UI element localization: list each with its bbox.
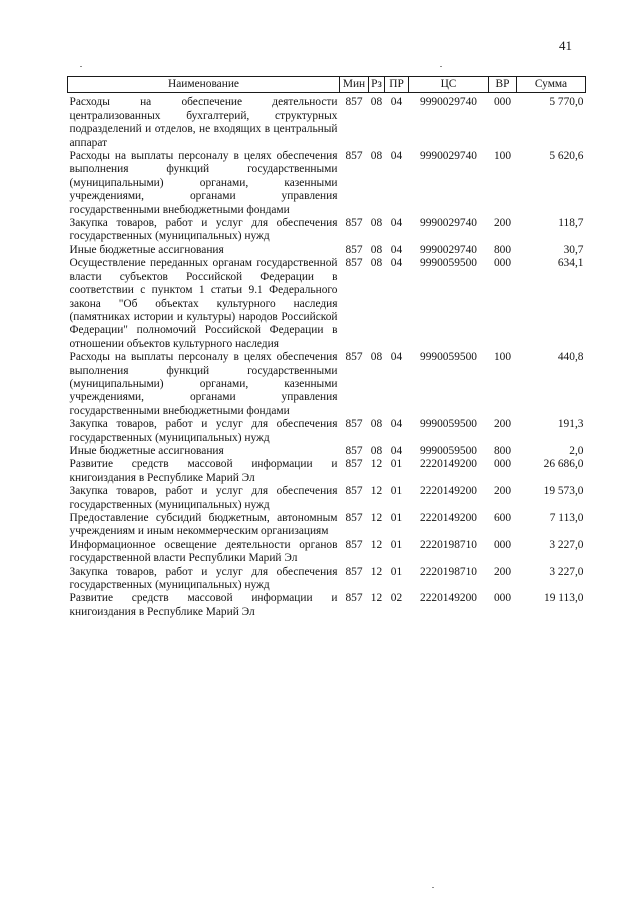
cell-sum: 26 686,0 [543, 458, 584, 471]
table-row [68, 445, 586, 458]
cell-cs: 2220149200 [420, 592, 477, 605]
cell-name: Информационное освещение деятельности органов государственной власти Республики Марий Эл [69, 538, 338, 565]
cell-sum: 191,3 [557, 418, 584, 431]
cell-cs: 9990059500 [420, 444, 477, 457]
cell-vr: 000 [493, 538, 512, 551]
cell-cs: 9990059500 [420, 257, 477, 270]
cell-rz: 12 [370, 565, 383, 578]
cell-rz: 08 [370, 351, 383, 364]
cell-pr: 01 [390, 485, 403, 498]
cell-rz: 08 [370, 150, 383, 163]
table-row [68, 217, 586, 244]
table-header-row [68, 77, 586, 93]
cell-sum: 19 113,0 [544, 592, 584, 605]
cell-cs: 9990059500 [420, 418, 477, 431]
cell-sum: 3 227,0 [549, 538, 584, 551]
cell-sum: 7 113,0 [549, 512, 584, 524]
cell-pr: 04 [390, 444, 403, 457]
cell-vr: 800 [493, 444, 512, 457]
cell-cs: 2220149200 [420, 512, 477, 524]
cell-min: 857 [345, 592, 363, 605]
scan-speck [80, 66, 82, 67]
cell-cs: 9990029740 [420, 217, 477, 230]
cell-vr: 600 [493, 512, 512, 524]
cell-vr: 200 [493, 485, 512, 498]
table-body [68, 93, 586, 619]
cell-cs: 9990029740 [420, 243, 477, 256]
cell-rz: 08 [370, 96, 383, 109]
cell-pr: 04 [390, 217, 403, 230]
table-row [68, 539, 586, 566]
cell-min: 857 [345, 96, 363, 109]
budget-table [67, 76, 586, 619]
table-row [68, 458, 586, 485]
cell-vr: 000 [493, 592, 512, 605]
cell-sum: 30,7 [563, 243, 584, 256]
cell-pr: 04 [390, 257, 403, 270]
cell-rz: 12 [370, 538, 383, 551]
cell-pr: 04 [390, 418, 403, 431]
cell-cs: 2220149200 [420, 458, 477, 471]
cell-pr: 04 [390, 243, 403, 256]
cell-rz: 12 [370, 458, 383, 471]
cell-pr: 04 [390, 150, 403, 163]
cell-vr: 000 [493, 257, 512, 270]
cell-cs: 9990029740 [420, 150, 477, 163]
cell-min: 857 [345, 512, 363, 524]
cell-cs: 9990059500 [420, 351, 477, 364]
cell-cs: 2220198710 [420, 565, 477, 578]
header-cs: ЦС [409, 77, 489, 93]
scan-speck [440, 66, 442, 67]
cell-cs: 2220198710 [420, 538, 477, 551]
cell-sum: 118,7 [558, 217, 584, 230]
cell-name: Расходы на выплаты персоналу в целях обеспечения выполнения функций государственными (муниципальными) органами, казенными учреждениями, органами управления государственными внебюджетными фондами [69, 150, 338, 216]
table-row [68, 257, 586, 351]
cell-rz: 08 [370, 243, 383, 256]
cell-min: 857 [345, 444, 363, 457]
cell-min: 857 [345, 418, 363, 431]
table-row [68, 512, 586, 539]
cell-cs: 9990029740 [420, 96, 477, 109]
cell-pr: 04 [390, 351, 403, 364]
cell-sum: 634,1 [557, 257, 584, 270]
cell-sum: 3 227,0 [549, 565, 584, 578]
scan-speck [432, 887, 434, 888]
cell-pr: 01 [390, 458, 403, 471]
cell-name: Иные бюджетные ассигнования [69, 243, 224, 256]
header-rz: Рз [369, 77, 385, 93]
cell-min: 857 [345, 565, 363, 578]
cell-name: Расходы на выплаты персоналу в целях обеспечения выполнения функций государственными (муниципальными) органами, казенными учреждениями, органами управления государственными внебюджетными фондами [69, 351, 338, 417]
table-row [68, 566, 586, 593]
cell-min: 857 [345, 351, 363, 364]
cell-min: 857 [345, 257, 363, 270]
cell-min: 857 [345, 538, 363, 551]
cell-name: Закупка товаров, работ и услуг для обеспечения государственных (муниципальных) нужд [69, 418, 338, 444]
header-sum: Сумма [517, 77, 586, 93]
header-min: Мин [340, 77, 369, 93]
cell-vr: 100 [493, 351, 512, 364]
cell-min: 857 [345, 458, 363, 471]
table-row [68, 485, 586, 512]
cell-vr: 000 [493, 458, 512, 471]
cell-rz: 12 [370, 512, 383, 524]
table-row [68, 93, 586, 150]
cell-vr: 800 [493, 243, 512, 256]
cell-rz: 12 [370, 485, 383, 498]
cell-min: 857 [345, 217, 363, 230]
cell-sum: 2,0 [569, 444, 584, 457]
table-row [68, 244, 586, 257]
cell-vr: 200 [493, 418, 512, 431]
cell-sum: 440,8 [557, 351, 584, 364]
cell-name: Закупка товаров, работ и услуг для обеспечения государственных (муниципальных) нужд [69, 485, 338, 511]
cell-pr: 04 [390, 96, 403, 109]
cell-rz: 08 [370, 444, 383, 457]
header-vr: ВР [489, 77, 517, 93]
cell-vr: 100 [493, 150, 512, 163]
cell-min: 857 [345, 485, 363, 498]
table-row [68, 418, 586, 445]
cell-pr: 01 [390, 512, 403, 524]
cell-vr: 200 [493, 565, 512, 578]
cell-pr: 01 [390, 538, 403, 551]
cell-name: Расходы на обеспечение деятельности централизованных бухгалтерий, структурных подразделений и отделов, не входящих в центральный аппарат [69, 96, 338, 149]
cell-cs: 2220149200 [420, 485, 477, 498]
cell-rz: 08 [370, 217, 383, 230]
table-row [68, 150, 586, 217]
header-pr: ПР [385, 77, 409, 93]
cell-pr: 01 [390, 565, 403, 578]
page-number: 41 [559, 38, 572, 53]
cell-name: Иные бюджетные ассигнования [69, 444, 224, 457]
cell-rz: 08 [370, 257, 383, 270]
table-row [68, 592, 586, 619]
cell-vr: 200 [493, 217, 512, 230]
cell-min: 857 [345, 243, 363, 256]
cell-name: Предоставление субсидий бюджетным, автономным учреждениям и иным некоммерческим организациям [69, 512, 338, 538]
cell-sum: 5 620,6 [549, 150, 584, 163]
cell-pr: 02 [390, 592, 403, 605]
cell-min: 857 [345, 150, 363, 163]
cell-name: Закупка товаров, работ и услуг для обеспечения государственных (муниципальных) нужд [69, 565, 338, 592]
table-row [68, 351, 586, 418]
cell-name: Закупка товаров, работ и услуг для обеспечения государственных (муниципальных) нужд [69, 217, 338, 243]
cell-sum: 5 770,0 [549, 96, 584, 109]
header-name: Наименование [68, 77, 340, 93]
cell-vr: 000 [493, 96, 512, 109]
cell-name: Развитие средств массовой информации и книгоиздания в Республике Марий Эл [69, 458, 338, 484]
cell-rz: 12 [370, 592, 383, 605]
cell-sum: 19 573,0 [543, 485, 584, 498]
cell-rz: 08 [370, 418, 383, 431]
cell-name: Осуществление переданных органам государственной власти субъектов Российской Федерации в соответствии с пунктом 1 статьи 9.1 Федерального закона "Об объектах культурного наследия (памятниках истории и культуры) народов Российской Федерации" полномочий Российской Федерации в отношении объектов культурного наследия [69, 257, 338, 350]
cell-name: Развитие средств массовой информации и книгоиздания в Республике Марий Эл [69, 592, 338, 618]
